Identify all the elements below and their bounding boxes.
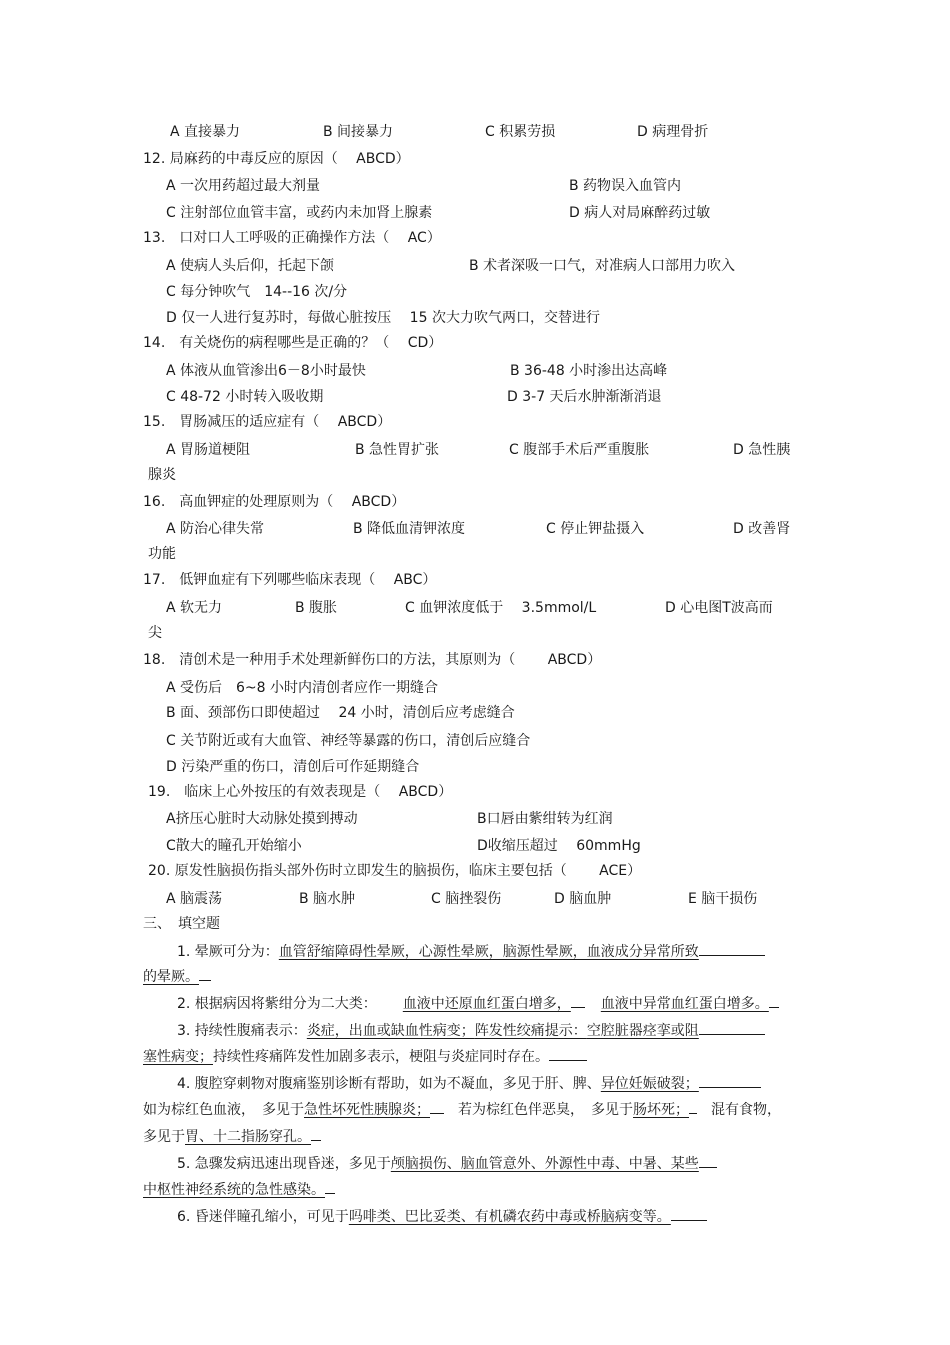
fill-1-lead: 1. 晕厥可分为： [177,944,279,960]
fill-1-answer: 血管舒缩障碍性晕厥，心源性晕厥，脑源性晕厥，血液成分异常所致 [278,944,699,960]
q17-option-c: C 血钾浓度低于 3.5mmol/L [405,600,597,616]
fill-3-lead: 3. 持续性腹痛表示： [177,1023,307,1039]
fill-2-line-1 [177,993,779,1013]
q15-option-c: C 腹部手术后严重腹胀 [509,442,650,458]
fill-2-answer-2: 血液中异常血红蛋白增多。 [600,996,769,1012]
q20-stem: 20. 原发性脑损伤指头部外伤时立即发生的脑损伤，临床主要包括（ ACE） [148,863,642,879]
q18-option-a: A 受伤后 6~8 小时内清创者应作一期缝合 [166,680,439,696]
q12-option-a: A 一次用药超过最大剂量 [166,178,321,194]
q15-stem: 15. 胃肠减压的适应症有（ ABCD） [143,414,392,430]
q12-option-b: B 药物误入血管内 [569,178,682,194]
fill-5-blank-2 [325,1179,335,1194]
q14-stem: 14. 有关烧伤的病程哪些是正确的？（ CD） [143,335,443,351]
q18-option-b: B 面、颈部伤口即使超过 24 小时，清创后应考虑缝合 [166,705,515,721]
fill-6-blank [671,1206,707,1221]
fill-1-line-2 [143,966,211,986]
fill-2-blank-2 [769,993,779,1008]
fill-4-line-1 [177,1073,761,1093]
fill-4-text-c: 混有食物， [697,1102,781,1118]
fill-3-line-2 [143,1046,587,1066]
fill-1-blank [699,941,765,956]
q14-option-c: C 48-72 小时转入吸收期 [166,389,324,405]
fill-4-line-3 [143,1126,321,1146]
q18-option-d: D 污染严重的伤口，清创后可作延期缝合 [166,759,420,775]
fill-4-answer-1: 异位妊娠破裂； [600,1076,699,1092]
fill-2-blank [571,993,585,1008]
q15-option-a: A 胃肠道梗阻 [166,442,251,458]
fill-4-blank-3 [689,1099,697,1114]
fill-3-blank-2 [549,1046,587,1061]
fill-3-line-1 [177,1020,765,1040]
section-heading: 三、 填空题 [143,916,220,932]
fill-6-lead: 6. 昏迷伴瞳孔缩小，可见于 [177,1209,349,1225]
fill-4-line-2 [143,1099,781,1119]
fill-4-text-d: 多见于 [143,1129,185,1145]
fill-5-answer-2: 中枢性神经系统的急性感染。 [143,1182,325,1198]
q16-option-c: C 停止钾盐摄入 [546,521,645,537]
fill-3-answer-1: 炎症，出血或缺血性病变； [306,1023,475,1039]
q13-stem: 13. 口对口人工呼吸的正确操作方法（ AC） [143,230,441,246]
fill-4-answer-4: 胃、十二指肠穿孔。 [185,1129,311,1145]
fill-1-answer-cont: 的晕厥。 [143,969,199,985]
q12-option-d: D 病人对局麻醉药过敏 [569,205,711,221]
q13-option-d: D 仅一人进行复苏时，每做心脏按压 15 次大力吹气两口，交替进行 [166,310,600,326]
q12-stem: 12. 局麻药的中毒反应的原因（ ABCD） [143,151,410,167]
fill-1-line-1 [177,941,765,961]
fill-5-line-1 [177,1153,717,1173]
q20-option-c: C 脑挫裂伤 [431,891,502,907]
q19-option-b: B口唇由紫绀转为红润 [477,811,613,827]
fill-5-blank [699,1153,717,1168]
fill-3-mid: 阵发性绞痛提示： [474,1023,587,1039]
fill-3-blank [699,1020,765,1035]
q15-option-d: D 急性胰 [733,442,791,458]
q14-option-a: A 体液从血管渗出6－8小时最快 [166,363,366,379]
q20-option-b: B 脑水肿 [299,891,356,907]
q14-option-d: D 3-7 天后水肿渐渐消退 [507,389,662,405]
fill-4-text-b: 若为棕红色伴恶臭， 多见于 [444,1102,633,1118]
q20-option-a: A 脑震荡 [166,891,223,907]
fill-3-answer-4: 梗阻与炎症同时存在。 [409,1049,549,1065]
q20-option-d: D 脑血肿 [554,891,612,907]
q16-stem: 16. 高血钾症的处理原则为（ ABCD） [143,494,406,510]
q16-option-a: A 防治心律失常 [166,521,265,537]
fill-3-answer-2: 空腔脏器痉挛或阻 [586,1023,699,1039]
fill-4-blank [699,1073,761,1088]
q11-option-b: B 间接暴力 [323,124,394,140]
fill-4-blank-2 [430,1099,444,1114]
q12-option-c: C 注射部位血管丰富，或药内未加肾上腺素 [166,205,433,221]
q17-option-a: A 软无力 [166,600,223,616]
fill-5-answer-1: 颅脑损伤、脑血管意外、外源性中毒、中暑、某些 [390,1156,699,1172]
fill-5-lead: 5. 急骤发病迅速出现昏迷，多见于 [177,1156,391,1172]
q11-option-c: C 积累劳损 [485,124,556,140]
q17-option-b: B 腹胀 [295,600,338,616]
q15-option-d-continued: 腺炎 [148,467,176,483]
q11-option-a: A 直接暴力 [170,124,241,140]
q17-stem: 17. 低钾血症有下列哪些临床表现（ ABC） [143,572,437,588]
q18-option-c: C 关节附近或有大血管、神经等暴露的伤口，清创后应缝合 [166,733,531,749]
fill-4-answer-2: 急性坏死性胰腺炎； [304,1102,430,1118]
q19-option-a: A挤压心脏时大动脉处摸到搏动 [166,811,358,827]
q14-option-b: B 36-48 小时渗出达高峰 [510,363,668,379]
q15-option-b: B 急性胃扩张 [355,442,440,458]
q18-stem: 18. 清创术是一种用手术处理新鲜伤口的方法，其原则为（ ABCD） [143,652,602,668]
q11-option-d: D 病理骨折 [637,124,709,140]
fill-2-lead: 2. 根据病因将紫绀分为二大类： [177,996,377,1012]
q16-option-d: D 改善肾 [733,521,791,537]
q20-option-e: E 脑干损伤 [688,891,758,907]
fill-4-text-a: 如为棕红色血液， 多见于 [143,1102,304,1118]
fill-3-answer-3: 塞性病变； [143,1049,213,1065]
q19-option-d: D收缩压超过 60mmHg [477,838,641,854]
q13-option-c: C 每分钟吹气 14--16 次/分 [166,284,348,300]
q16-option-b: B 降低血清钾浓度 [353,521,466,537]
fill-4-answer-3: 肠坏死； [633,1102,689,1118]
q19-option-c: C散大的瞳孔开始缩小 [166,838,302,854]
fill-3-tail: 持续性疼痛阵发性加剧多表示， [213,1049,409,1065]
fill-1-blank-2 [199,966,211,981]
q17-option-d: D 心电图T波高而 [665,600,773,616]
fill-2-answer-1: 血液中还原血红蛋白增多， [402,996,571,1012]
q16-option-d-continued: 功能 [148,546,176,562]
q13-option-a: A 使病人头后仰，托起下颌 [166,258,335,274]
fill-4-blank-4 [311,1126,321,1141]
q17-option-d-continued: 尖 [148,625,162,641]
fill-6-answer: 吗啡类、巴比妥类、有机磷农药中毒或桥脑病变等。 [348,1209,671,1225]
fill-4-lead: 4. 腹腔穿刺物对腹痛鉴别诊断有帮助，如为不凝血，多见于肝、脾、 [177,1076,601,1092]
q19-stem: 19. 临床上心外按压的有效表现是（ ABCD） [148,784,453,800]
q13-option-b: B 术者深吸一口气，对准病人口部用力吹入 [469,258,736,274]
fill-6-line-1 [177,1206,707,1226]
fill-5-line-2 [143,1179,335,1199]
